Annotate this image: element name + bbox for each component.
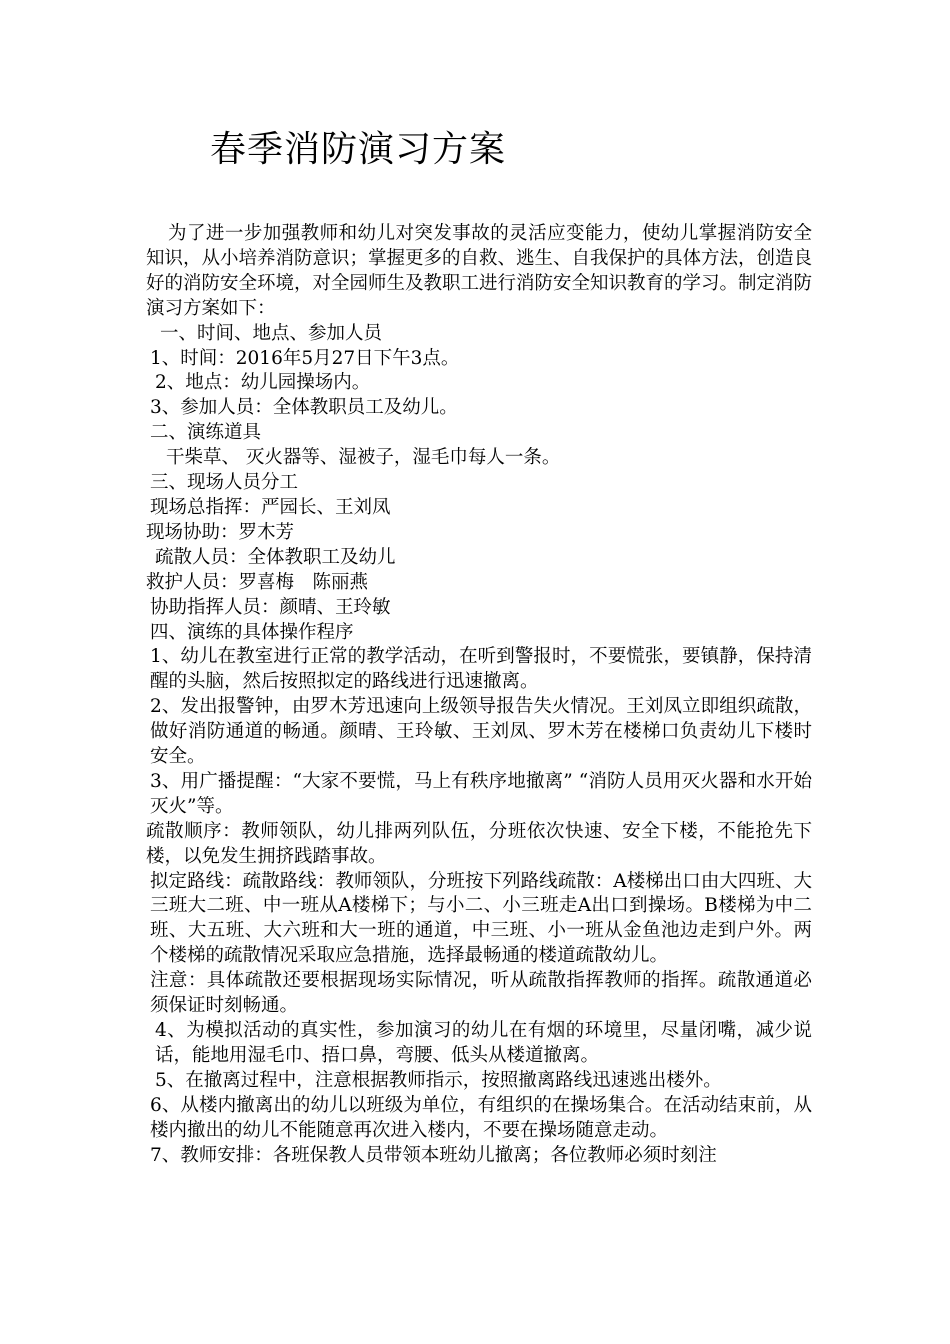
paragraph: 4、为模拟活动的真实性，参加演习的幼儿在有烟的环境里，尽量闭嘴，减少说话，能地用湿毛巾、捂口鼻，弯腰、低头从楼道撤离。 [155,1020,812,1066]
paragraph: 3、用广播提醒：“大家不要慌，马上有秩序地撤离” “消防人员用灭火器和水开始灭火”等。 [150,770,812,817]
document-title: 春季消防演习方案 [210,129,507,170]
paragraph: 拟定路线：疏散路线：教师领队，分班按下列路线疏散：A楼梯出口由大四班、大三班大二班、中一班从A楼梯下；与小二、小三班走A出口到操场。B楼梯为中二班、大五班、大六班和大一班的通道，中三班、小一班从金鱼池边走到户外。两个楼梯的疏散情况采取应急措施，选择最畅通的楼道疏散幼儿。 [150,870,812,967]
paragraph: 现场协助：罗木芳 [146,521,295,543]
section-heading-3: 三、现场人员分工 [150,472,299,494]
paragraph: 7、教师安排：各班保教人员带领本班幼儿撤离；各位教师必须时刻注 [150,1144,717,1166]
paragraph: 1、幼儿在教室进行正常的教学活动，在听到警报时，不要慌张，要镇静，保持清醒的头脑，然后按照拟定的路线进行迅速撤离。 [150,646,812,693]
paragraph: 现场总指挥：严园长、王刘凤 [150,496,391,518]
paragraph: 3、参加人员：全体教职员工及幼儿。 [150,397,458,419]
paragraph: 2、地点：幼儿园操场内。 [155,372,371,394]
paragraph: 1、时间：2016年5月27日下午3点。 [150,347,460,369]
section-heading-2: 二、演练道具 [150,422,262,444]
section-heading-1: 一、时间、地点、参加人员 [160,322,383,344]
paragraph: 协助指挥人员：颜晴、王玲敏 [150,596,391,618]
paragraph: 注意：具体疏散还要根据现场实际情况，听从疏散指挥教师的指挥。疏散通道必须保证时刻畅通。 [150,970,812,1017]
paragraph: 疏散人员：全体教职工及幼儿 [155,546,396,568]
paragraph: 干柴草、 灭火器等、湿被子，湿毛巾每人一条。 [166,447,561,469]
document-body [146,222,812,1168]
paragraph: 5、在撤离过程中，注意根据教师指示，按照撤离路线迅速逃出楼外。 [155,1069,722,1091]
intro-paragraph: 为了进一步加强教师和幼儿对突发事故的灵活应变能力，使幼儿掌握消防安全知识，从小培养消防意识；掌握更多的自救、逃生、自我保护的具体方法，创造良好的消防安全环境，对全园师生及教职工进行消防安全知识教育的学习。制定消防演习方案如下： [146,223,813,319]
section-heading-4: 四、演练的具体操作程序 [150,621,354,643]
paragraph: 救护人员：罗喜梅 陈丽燕 [146,571,369,593]
paragraph: 疏散顺序：教师领队，幼儿排两列队伍，分班依次快速、安全下楼，不能抢先下楼，以免发生拥挤践踏事故。 [146,820,812,867]
paragraph: 6、从楼内撤离出的幼儿以班级为单位，有组织的在操场集合。在活动结束前，从楼内撤出的幼儿不能随意再次进入楼内，不要在操场随意走动。 [150,1094,812,1141]
paragraph: 2、发出报警钟，由罗木芳迅速向上级领导报告失火情况。王刘凤立即组织疏散，做好消防通道的畅通。颜晴、王玲敏、王刘凤、罗木芳在楼梯口负责幼儿下楼时安全。 [150,696,812,768]
